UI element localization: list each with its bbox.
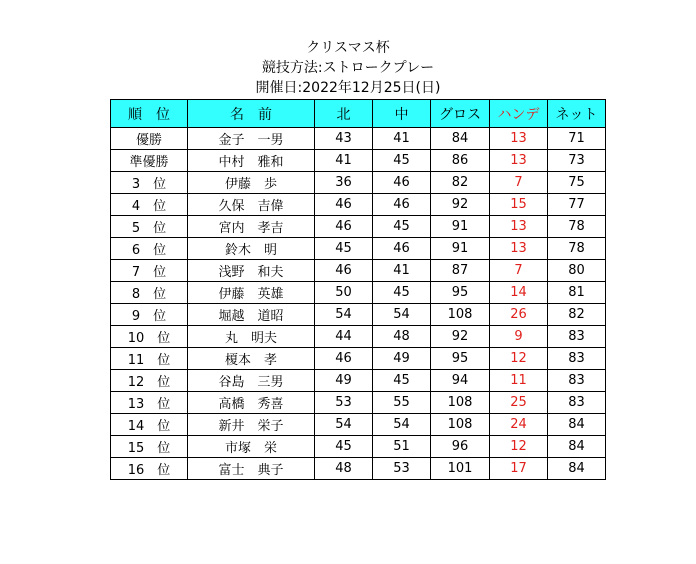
rank-cell: 10 位 [111, 326, 188, 348]
net-score-cell: 82 [548, 304, 606, 326]
table-row [111, 282, 606, 304]
north-score-cell: 36 [315, 172, 373, 194]
gross-score-cell: 87 [431, 260, 490, 282]
net-score-cell: 75 [548, 172, 606, 194]
name-cell: 谷島 三男 [188, 370, 315, 392]
gross-score-cell: 96 [431, 436, 490, 458]
middle-score-cell: 53 [373, 458, 431, 480]
net-score-cell: 83 [548, 392, 606, 414]
handicap-cell: 26 [490, 304, 548, 326]
column-header-gross: グロス [431, 100, 490, 128]
north-score-cell: 46 [315, 260, 373, 282]
middle-score-cell: 49 [373, 348, 431, 370]
gross-score-cell: 86 [431, 150, 490, 172]
column-header-net: ネット [548, 100, 606, 128]
gross-score-cell: 91 [431, 238, 490, 260]
rank-cell: 9 位 [111, 304, 188, 326]
gross-score-cell: 108 [431, 414, 490, 436]
gross-score-cell: 92 [431, 194, 490, 216]
table-row [111, 260, 606, 282]
table-header-row [111, 100, 606, 128]
middle-score-cell: 48 [373, 326, 431, 348]
gross-score-cell: 92 [431, 326, 490, 348]
net-score-cell: 80 [548, 260, 606, 282]
table-row [111, 326, 606, 348]
middle-score-cell: 55 [373, 392, 431, 414]
north-score-cell: 46 [315, 348, 373, 370]
results-table [110, 99, 606, 480]
rank-cell: 3 位 [111, 172, 188, 194]
column-header-middle: 中 [373, 100, 431, 128]
handicap-cell: 17 [490, 458, 548, 480]
gross-score-cell: 108 [431, 304, 490, 326]
net-score-cell: 84 [548, 458, 606, 480]
name-cell: 堀越 道昭 [188, 304, 315, 326]
column-header-rank: 順 位 [111, 100, 188, 128]
gross-score-cell: 91 [431, 216, 490, 238]
rank-cell: 8 位 [111, 282, 188, 304]
north-score-cell: 54 [315, 304, 373, 326]
results-body [111, 128, 606, 480]
event-date: 開催日:2022年12月25日(日) [255, 80, 441, 96]
net-score-cell: 84 [548, 436, 606, 458]
middle-score-cell: 41 [373, 128, 431, 150]
north-score-cell: 45 [315, 238, 373, 260]
middle-score-cell: 46 [373, 194, 431, 216]
rank-cell: 準優勝 [111, 150, 188, 172]
name-cell: 鈴木 明 [188, 238, 315, 260]
name-cell: 中村 雅和 [188, 150, 315, 172]
tournament-title: クリスマス杯 [306, 40, 390, 56]
table-row [111, 392, 606, 414]
handicap-cell: 9 [490, 326, 548, 348]
name-cell: 伊藤 歩 [188, 172, 315, 194]
gross-score-cell: 94 [431, 370, 490, 392]
middle-score-cell: 54 [373, 304, 431, 326]
handicap-cell: 7 [490, 172, 548, 194]
net-score-cell: 83 [548, 326, 606, 348]
name-cell: 久保 吉偉 [188, 194, 315, 216]
rank-cell: 13 位 [111, 392, 188, 414]
north-score-cell: 54 [315, 414, 373, 436]
table-row [111, 436, 606, 458]
table-row [111, 348, 606, 370]
handicap-cell: 11 [490, 370, 548, 392]
handicap-cell: 13 [490, 128, 548, 150]
column-header-name: 名 前 [188, 100, 315, 128]
handicap-cell: 13 [490, 216, 548, 238]
table-row [111, 238, 606, 260]
north-score-cell: 43 [315, 128, 373, 150]
north-score-cell: 53 [315, 392, 373, 414]
table-row [111, 414, 606, 436]
middle-score-cell: 41 [373, 260, 431, 282]
middle-score-cell: 51 [373, 436, 431, 458]
name-cell: 浅野 和夫 [188, 260, 315, 282]
north-score-cell: 46 [315, 216, 373, 238]
table-row [111, 172, 606, 194]
gross-score-cell: 82 [431, 172, 490, 194]
north-score-cell: 50 [315, 282, 373, 304]
middle-score-cell: 45 [373, 282, 431, 304]
name-cell: 宮内 孝吉 [188, 216, 315, 238]
rank-cell: 6 位 [111, 238, 188, 260]
net-score-cell: 77 [548, 194, 606, 216]
name-cell: 伊藤 英雄 [188, 282, 315, 304]
handicap-cell: 12 [490, 348, 548, 370]
middle-score-cell: 45 [373, 150, 431, 172]
rank-cell: 4 位 [111, 194, 188, 216]
middle-score-cell: 46 [373, 238, 431, 260]
rank-cell: 優勝 [111, 128, 188, 150]
net-score-cell: 83 [548, 370, 606, 392]
middle-score-cell: 45 [373, 216, 431, 238]
handicap-cell: 13 [490, 150, 548, 172]
name-cell: 榎本 孝 [188, 348, 315, 370]
north-score-cell: 41 [315, 150, 373, 172]
net-score-cell: 83 [548, 348, 606, 370]
net-score-cell: 73 [548, 150, 606, 172]
rank-cell: 7 位 [111, 260, 188, 282]
middle-score-cell: 46 [373, 172, 431, 194]
name-cell: 市塚 栄 [188, 436, 315, 458]
handicap-cell: 14 [490, 282, 548, 304]
north-score-cell: 48 [315, 458, 373, 480]
column-header-north: 北 [315, 100, 373, 128]
column-header-handicap: ハンデ [490, 100, 548, 128]
handicap-cell: 12 [490, 436, 548, 458]
document-header [0, 38, 696, 98]
gross-score-cell: 95 [431, 282, 490, 304]
handicap-cell: 7 [490, 260, 548, 282]
gross-score-cell: 101 [431, 458, 490, 480]
north-score-cell: 46 [315, 194, 373, 216]
table-row [111, 370, 606, 392]
name-cell: 新井 栄子 [188, 414, 315, 436]
table-row [111, 150, 606, 172]
table-row [111, 304, 606, 326]
gross-score-cell: 84 [431, 128, 490, 150]
table-row [111, 194, 606, 216]
north-score-cell: 49 [315, 370, 373, 392]
name-cell: 金子 一男 [188, 128, 315, 150]
rank-cell: 14 位 [111, 414, 188, 436]
middle-score-cell: 54 [373, 414, 431, 436]
table-row [111, 216, 606, 238]
net-score-cell: 71 [548, 128, 606, 150]
name-cell: 丸 明夫 [188, 326, 315, 348]
north-score-cell: 45 [315, 436, 373, 458]
handicap-cell: 13 [490, 238, 548, 260]
name-cell: 高橋 秀喜 [188, 392, 315, 414]
net-score-cell: 78 [548, 238, 606, 260]
middle-score-cell: 45 [373, 370, 431, 392]
net-score-cell: 84 [548, 414, 606, 436]
rank-cell: 5 位 [111, 216, 188, 238]
gross-score-cell: 95 [431, 348, 490, 370]
rank-cell: 15 位 [111, 436, 188, 458]
handicap-cell: 15 [490, 194, 548, 216]
name-cell: 富士 典子 [188, 458, 315, 480]
rank-cell: 12 位 [111, 370, 188, 392]
rank-cell: 11 位 [111, 348, 188, 370]
north-score-cell: 44 [315, 326, 373, 348]
net-score-cell: 81 [548, 282, 606, 304]
gross-score-cell: 108 [431, 392, 490, 414]
competition-method: 競技方法:ストロークプレー [261, 60, 435, 76]
rank-cell: 16 位 [111, 458, 188, 480]
handicap-cell: 24 [490, 414, 548, 436]
table-row [111, 458, 606, 480]
net-score-cell: 78 [548, 216, 606, 238]
table-row [111, 128, 606, 150]
handicap-cell: 25 [490, 392, 548, 414]
